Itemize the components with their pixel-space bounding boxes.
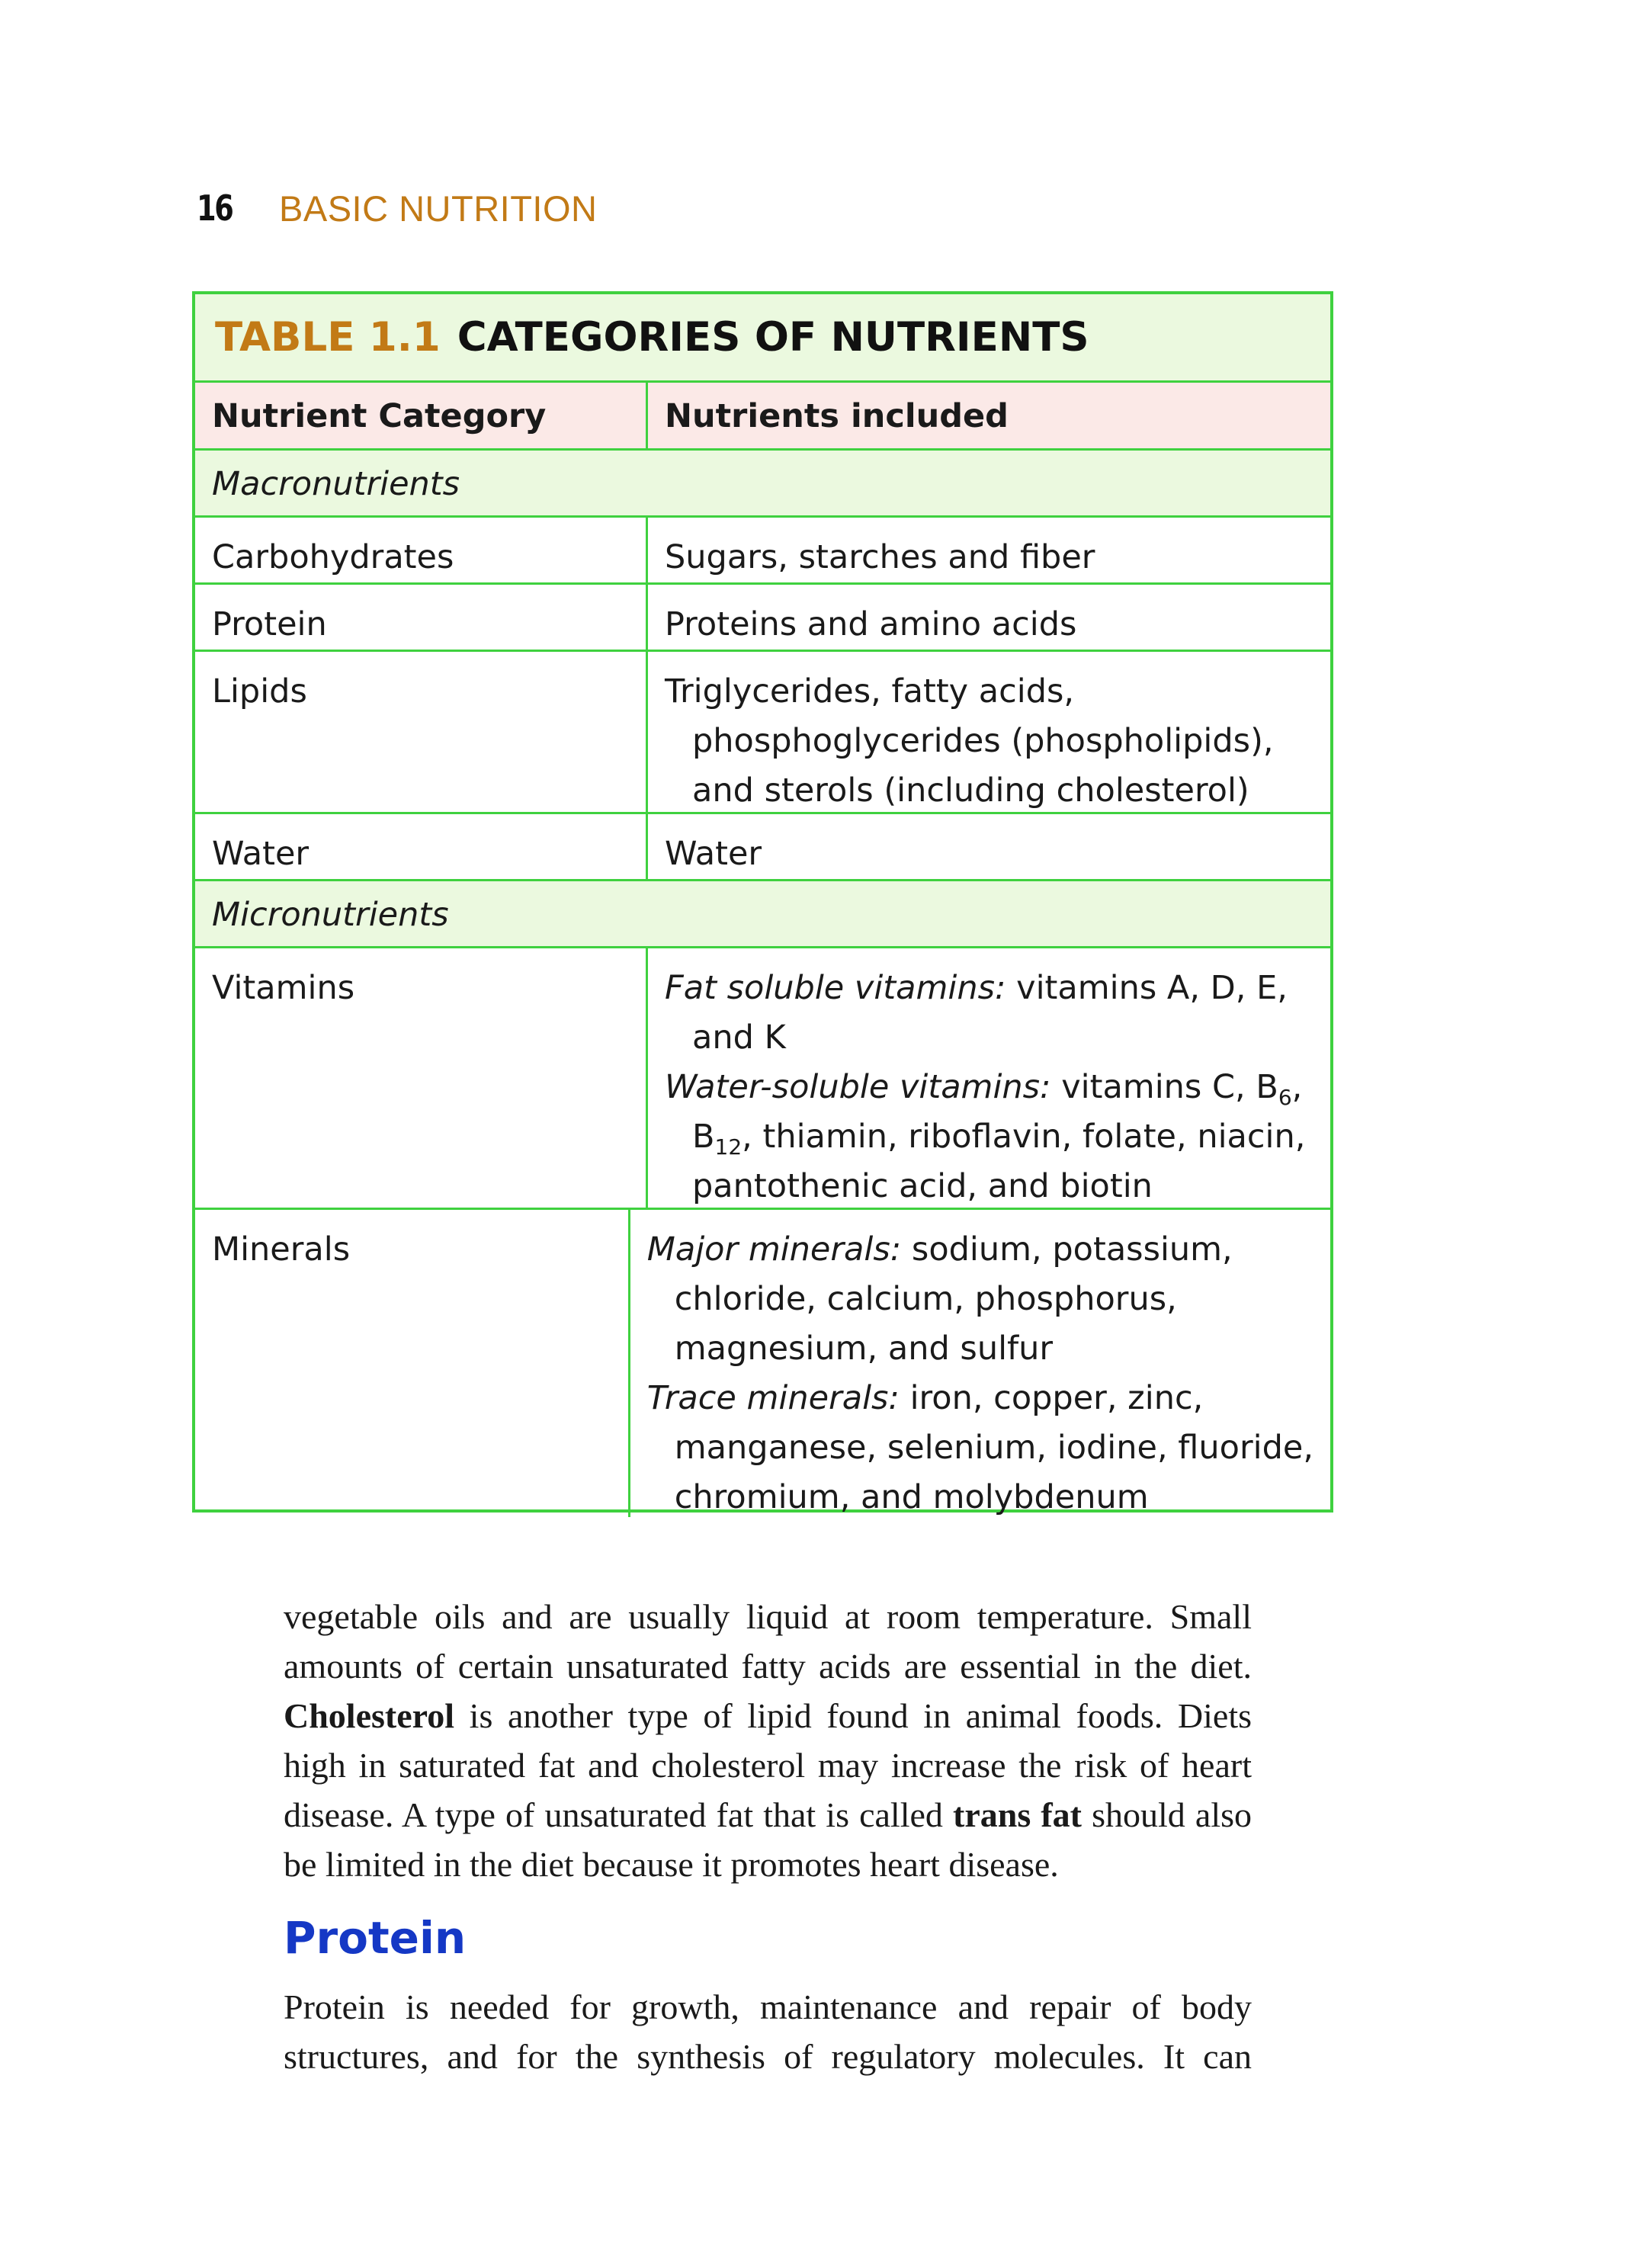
- nutrients-cell: [648, 518, 1330, 582]
- text-line: [284, 1790, 1252, 1840]
- nutrients-line: [665, 1063, 1313, 1112]
- table-header-row: [195, 383, 1330, 451]
- nutrient-table: [192, 291, 1333, 1516]
- punctuation: ,: [1291, 1068, 1303, 1106]
- column-header-nutrients: Nutrients included: [665, 397, 1009, 435]
- category-cell: Lipids: [195, 652, 648, 812]
- subscript: 12: [714, 1134, 743, 1160]
- text-line: high in saturated fat and cholesterol may increase the risk of heart: [284, 1746, 1252, 1785]
- text-run: should also: [1082, 1795, 1253, 1834]
- nutrients-cell: [648, 652, 1330, 812]
- nutrients-cell: [648, 814, 1330, 879]
- table-title: [195, 294, 1330, 383]
- nutrients-line: [647, 1374, 1313, 1423]
- body-paragraph: [284, 1592, 1252, 1889]
- nutrients-line: [665, 964, 1313, 1013]
- section-title: BASIC NUTRITION: [279, 188, 598, 229]
- nutrients-line: manganese, selenium, iodine, fluoride,: [674, 1429, 1313, 1467]
- subscript: 6: [1278, 1085, 1292, 1110]
- term-cholesterol: Cholesterol: [284, 1696, 455, 1735]
- major-minerals-label: Major minerals:: [646, 1230, 902, 1269]
- trace-minerals-text: iron, copper, zinc,: [909, 1379, 1204, 1417]
- trace-minerals-label: Trace minerals:: [646, 1379, 900, 1417]
- text-line: vegetable oils and are usually liquid at room temperature. Small: [284, 1597, 1252, 1636]
- table-row: [195, 518, 1330, 585]
- category-cell: Protein: [195, 585, 648, 650]
- table-name: CATEGORIES OF NUTRIENTS: [457, 314, 1089, 361]
- category-cell: Carbohydrates: [195, 518, 648, 582]
- nutrients-line: pantothenic acid, and biotin: [692, 1167, 1153, 1205]
- group-row-micronutrients: [195, 881, 1330, 948]
- text-line: amounts of certain unsaturated fatty acids are essential in the diet.: [284, 1647, 1252, 1686]
- major-minerals-text: sodium, potassium,: [911, 1230, 1233, 1269]
- nutrients-line: and K: [692, 1019, 786, 1057]
- nutrients-line: [647, 1225, 1313, 1275]
- table-row: [195, 814, 1330, 881]
- category-cell: Water: [195, 814, 648, 879]
- water-soluble-label: Water-soluble vitamins:: [665, 1068, 1051, 1106]
- nutrients-line: Triglycerides, fatty acids,: [665, 672, 1075, 711]
- fat-soluble-label: Fat soluble vitamins:: [665, 969, 1006, 1007]
- body-paragraph: [284, 1982, 1252, 2081]
- nutrients-line: magnesium, and sulfur: [674, 1330, 1054, 1368]
- nutrients-line: Proteins and amino acids: [665, 605, 1077, 643]
- group-label: Micronutrients: [212, 896, 449, 934]
- nutrients-line: and sterols (including cholesterol): [692, 772, 1249, 810]
- category-cell: Minerals: [195, 1210, 630, 1517]
- nutrients-line: chloride, calcium, phosphorus,: [674, 1280, 1177, 1318]
- running-head: [197, 181, 597, 235]
- text-run: disease. A type of unsaturated fat that is called: [284, 1795, 954, 1834]
- term-trans-fat: trans fat: [953, 1795, 1082, 1834]
- text-line: Protein is needed for growth, maintenance and repair of body: [284, 1987, 1252, 2026]
- table-row: [195, 585, 1330, 652]
- nutrients-cell: [630, 1210, 1330, 1517]
- text-line: [284, 1691, 1252, 1740]
- group-label: Macronutrients: [212, 465, 460, 503]
- category-cell: Vitamins: [195, 948, 648, 1208]
- table-row: [195, 948, 1330, 1210]
- column-header-category: Nutrient Category: [195, 383, 648, 448]
- group-row-macronutrients: [195, 451, 1330, 518]
- water-soluble-text: vitamins C, B: [1061, 1068, 1278, 1106]
- water-soluble-text: , thiamin, riboflavin, folate, niacin,: [742, 1118, 1306, 1156]
- page-number: 16: [197, 188, 233, 229]
- nutrients-line: [665, 1112, 1313, 1162]
- vitamin-b: B: [692, 1118, 715, 1156]
- nutrients-line: Water: [665, 835, 762, 873]
- text-run: is another type of lipid found in animal foods. Diets: [454, 1696, 1252, 1735]
- nutrients-line: chromium, and molybdenum: [674, 1478, 1149, 1516]
- table-label: TABLE 1.1: [215, 314, 441, 361]
- table-row: [195, 652, 1330, 814]
- nutrients-line: Sugars, starches and fiber: [665, 538, 1095, 576]
- fat-soluble-text: vitamins A, D, E,: [1016, 969, 1288, 1007]
- nutrients-cell: [648, 948, 1330, 1208]
- table-row: [195, 1210, 1330, 1517]
- nutrients-cell: [648, 585, 1330, 650]
- nutrients-line: phosphoglycerides (phospholipids),: [692, 722, 1274, 760]
- section-heading-protein: Protein: [284, 1912, 467, 1964]
- text-line: structures, and for the synthesis of regulatory molecules. It can: [284, 2037, 1252, 2076]
- text-line: be limited in the diet because it promotes heart disease.: [284, 1845, 1059, 1884]
